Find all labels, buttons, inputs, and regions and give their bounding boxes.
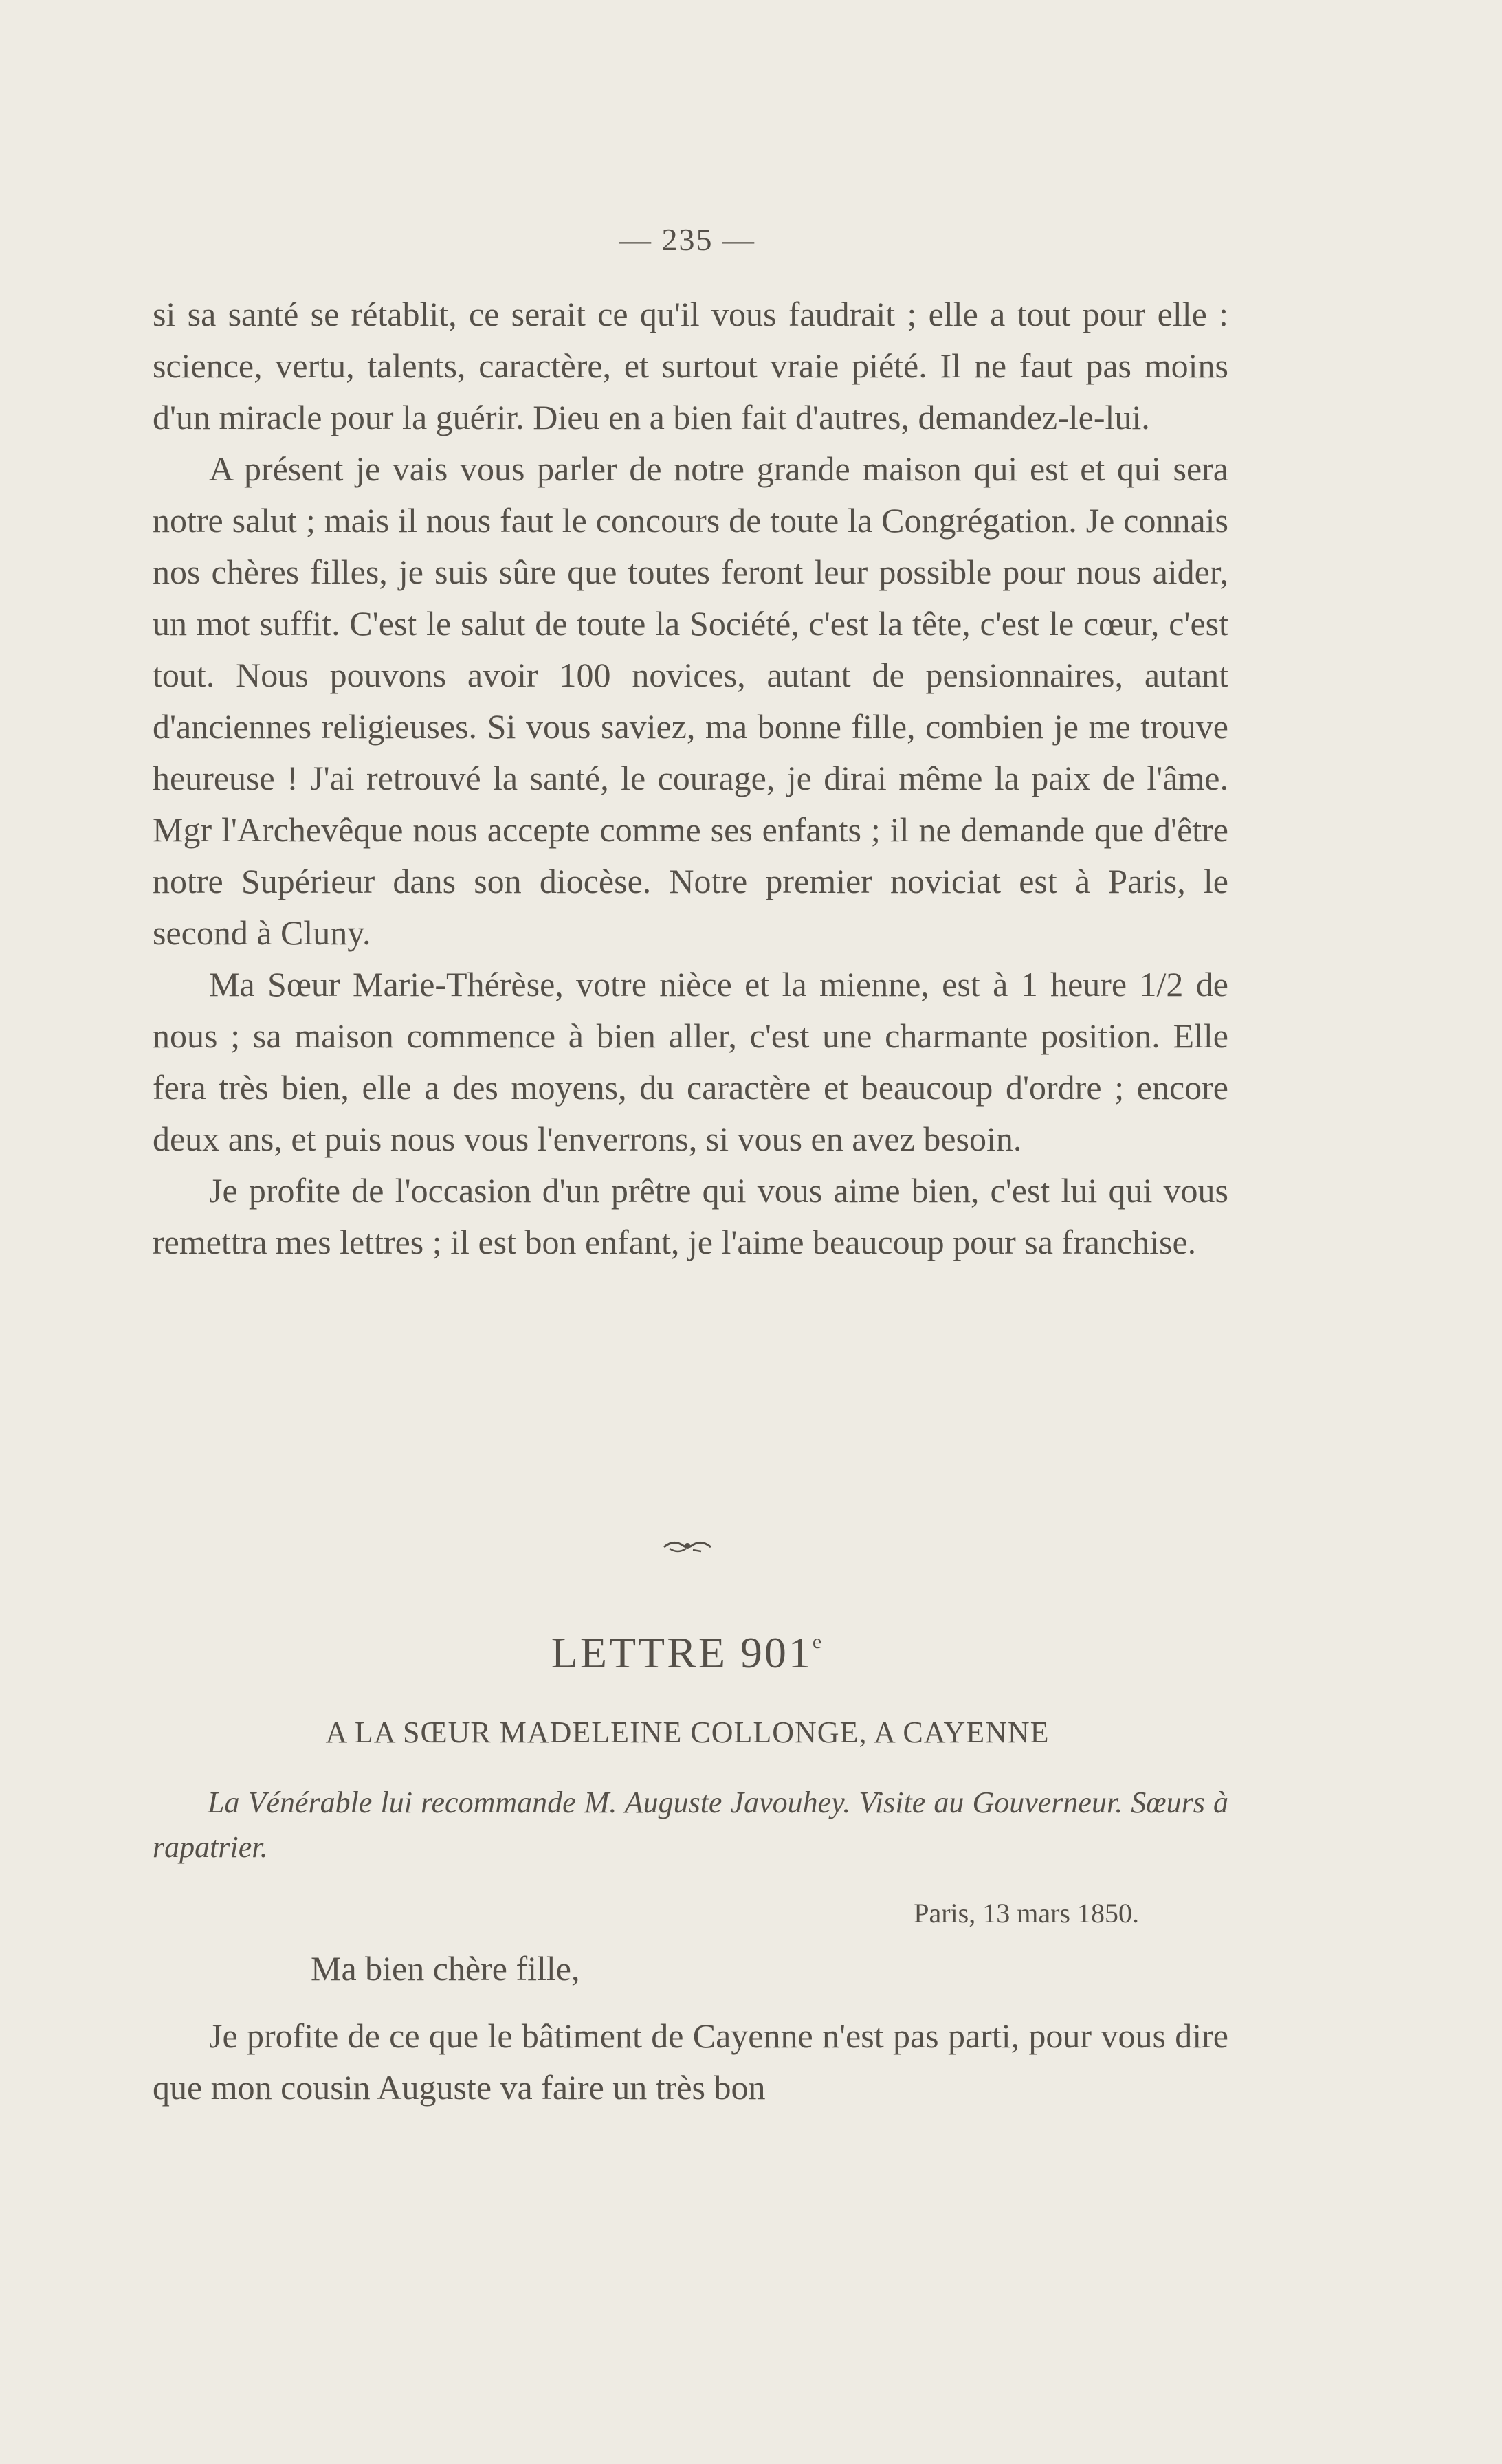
letter-summary: La Vénérable lui recommande M. Auguste Javouhey. Visite au Gouverneur. Sœurs à rapatrier. — [153, 1786, 1228, 1864]
paragraph: Je profite de l'occasion d'un prêtre qui vous aime bien, c'est lui qui vous remettra mes lettres ; il est bon enfant, je l'aime beaucoup pour sa franchise. — [153, 1171, 1228, 1261]
letter-title — [0, 1628, 1375, 1678]
letter-title-text: LETTRE 901 — [551, 1628, 813, 1677]
fleuron-ornament-icon — [0, 1531, 1375, 1564]
letter-recipient: A LA SŒUR MADELEINE COLLONGE, A CAYENNE — [325, 1716, 1050, 1749]
letter-body: Je profite de ce que le bâtiment de Cayenne n'est pas parti, pour vous dire que mon cousin Auguste va faire un très bon — [153, 2017, 1228, 2107]
page-number: — 235 — — [619, 222, 755, 257]
continuation-text — [153, 289, 1228, 1268]
paragraph: si sa santé se rétablit, ce serait ce qu'il vous faudrait ; elle a tout pour elle : science, vertu, talents, caractère, et surtout vraie piété. Il ne faut pas moins d'un miracle pour la guérir. Dieu en a bien fait d'autres, demandez-le-lui. — [153, 295, 1228, 436]
paragraph: Ma Sœur Marie-Thérèse, votre nièce et la mienne, est à 1 heure 1/2 de nous ; sa maison commence à bien aller, c'est une charmante position. Elle fera très bien, elle a des moyens, du caractère et beaucoup d'ordre ; encore deux ans, et puis nous vous l'enverrons, si vous en avez besoin. — [153, 965, 1228, 1158]
letter-dateline: Paris, 13 mars 1850. — [914, 1898, 1139, 1929]
letter-salutation: Ma bien chère fille, — [311, 1949, 580, 1988]
paragraph: A présent je vais vous parler de notre grande maison qui est et qui sera notre salut ; mais il nous faut le concours de toute la Congrégation. Je connais nos chères filles, je suis sûre que toutes feront leur possible pour nous aider, un mot suffit. C'est le salut de toute la Société, c'est la tête, c'est le cœur, c'est tout. Nous pouvons avoir 100 novices, autant de pensionnaires, autant d'anciennes religieuses. Si vous saviez, ma bonne fille, combien je me trouve heureuse ! J'ai retrouvé la santé, le courage, je dirai même la paix de l'âme. Mgr l'Archevêque nous accepte comme ses enfants ; il ne demande que d'être notre Supérieur dans son diocèse. Notre premier noviciat est à Paris, le second à Cluny. — [153, 449, 1228, 952]
letter-title-suffix: e — [812, 1630, 824, 1653]
